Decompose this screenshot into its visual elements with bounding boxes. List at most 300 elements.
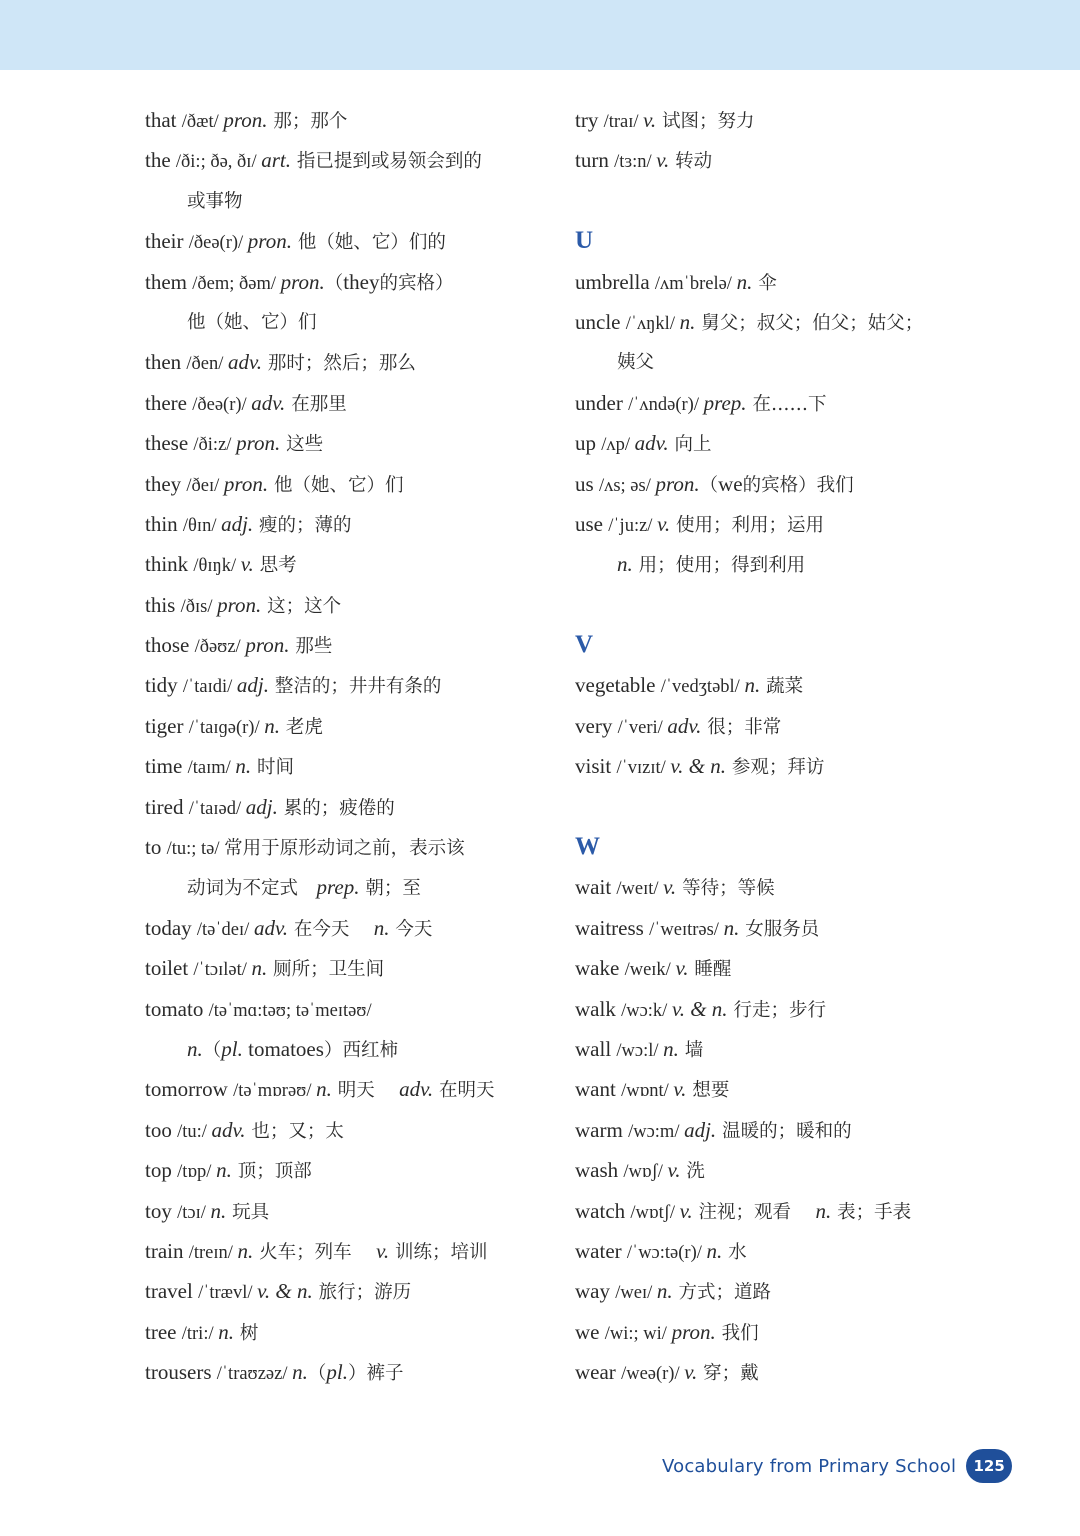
vocab-entry bbox=[145, 1312, 555, 1352]
phonetic: /ˈwɔ:tə(r)/ bbox=[626, 1242, 707, 1263]
page-footer bbox=[662, 1447, 1012, 1485]
vocab-entry bbox=[575, 746, 995, 786]
meaning: 整洁的；井井有条的 bbox=[268, 676, 442, 698]
phonetic: /taɪm/ bbox=[187, 758, 236, 779]
phonetic: /tɔɪ/ bbox=[177, 1202, 211, 1223]
meaning: 姨父 bbox=[617, 352, 655, 374]
headword: those bbox=[145, 633, 195, 658]
part-of-speech: prep. bbox=[703, 390, 747, 415]
vocab-entry bbox=[575, 1150, 995, 1190]
vocab-entry bbox=[145, 100, 555, 140]
vocab-entry bbox=[575, 706, 995, 746]
phonetic: /ˈtraʊzəz/ bbox=[216, 1364, 293, 1385]
meaning: 伞 bbox=[752, 272, 777, 294]
headword: vegetable bbox=[575, 673, 661, 698]
phonetic: /tu:/ bbox=[177, 1121, 212, 1142]
footer-title: Vocabulary from Primary School bbox=[662, 1455, 957, 1477]
headword: wall bbox=[575, 1036, 617, 1061]
vocab-entry bbox=[145, 1271, 555, 1311]
phonetic: /traɪ/ bbox=[603, 112, 644, 132]
spacer bbox=[575, 787, 995, 827]
phonetic: /ðem; ðəm/ bbox=[192, 273, 281, 294]
part-of-speech: adv. bbox=[211, 1117, 246, 1142]
headword: tomorrow bbox=[145, 1077, 234, 1102]
part-of-speech: v. bbox=[673, 1077, 687, 1102]
meaning: 这；这个 bbox=[261, 595, 342, 617]
phonetic: /ˈvedʒtəbl/ bbox=[660, 677, 745, 698]
vocab-entry bbox=[575, 1231, 995, 1271]
meaning: 等待；等候 bbox=[676, 878, 775, 900]
headword: wait bbox=[575, 875, 617, 900]
part-of-speech: n. bbox=[237, 1238, 254, 1263]
phonetic: /ðəʊz/ bbox=[194, 637, 246, 658]
spacer bbox=[575, 585, 995, 625]
phonetic: /ˈtaɪdi/ bbox=[182, 677, 237, 698]
headword: their bbox=[145, 229, 189, 254]
phonetic: /ˈtɔɪlət/ bbox=[193, 960, 252, 981]
section-letter-heading: V bbox=[575, 631, 594, 659]
phonetic: /wɒnt/ bbox=[621, 1081, 674, 1102]
headword: tidy bbox=[145, 673, 183, 698]
phonetic: /ðeə(r)/ bbox=[192, 394, 252, 415]
part-of-speech: n. bbox=[744, 673, 761, 698]
headword: they bbox=[145, 471, 187, 496]
phonetic: /wɔ:m/ bbox=[628, 1121, 685, 1142]
meaning: 那些 bbox=[289, 636, 333, 658]
part-of-speech: adv. bbox=[251, 390, 286, 415]
part-of-speech: n. bbox=[723, 915, 740, 940]
part-of-speech: n. bbox=[235, 754, 252, 779]
phonetic: /ˈtrævl/ bbox=[198, 1283, 258, 1304]
vocab-entry-continuation bbox=[145, 1029, 555, 1069]
headword: wash bbox=[575, 1158, 624, 1183]
meaning: 用；使用；得到利用 bbox=[632, 555, 806, 577]
meaning: 的宾格） bbox=[379, 272, 454, 294]
headword: them bbox=[145, 269, 193, 294]
headword: the bbox=[145, 148, 176, 173]
phonetic: /ðɪs/ bbox=[180, 596, 218, 617]
headword: they bbox=[343, 269, 380, 294]
headword: way bbox=[575, 1279, 616, 1304]
meaning: 向上 bbox=[668, 434, 712, 456]
phonetic: /weɪk/ bbox=[624, 960, 676, 981]
meaning: 指已提到或易领会到的 bbox=[290, 151, 482, 173]
vocab-entry bbox=[145, 544, 555, 584]
meaning: 顶；顶部 bbox=[231, 1161, 312, 1183]
phonetic: /wɔ:l/ bbox=[616, 1040, 664, 1061]
vocab-entry bbox=[575, 948, 995, 988]
part-of-speech: pron. bbox=[655, 471, 700, 496]
part-of-speech: adv. bbox=[634, 431, 669, 456]
vocab-entry bbox=[575, 464, 995, 504]
meaning: 朝；至 bbox=[359, 878, 421, 900]
headword: umbrella bbox=[575, 269, 655, 294]
meaning: 训练；培训 bbox=[389, 1241, 488, 1263]
part-of-speech: pron. bbox=[223, 108, 268, 132]
vocab-entry bbox=[145, 1352, 555, 1392]
page-number-badge: 125 bbox=[966, 1449, 1012, 1483]
vocab-entry bbox=[145, 383, 555, 423]
vocab-entry bbox=[575, 1191, 995, 1231]
phonetic: /weɪt/ bbox=[616, 879, 664, 900]
vocab-entry bbox=[575, 140, 995, 180]
part-of-speech: v. bbox=[684, 1360, 698, 1385]
section-letter-heading: U bbox=[575, 227, 594, 255]
phonetic: /ʌp/ bbox=[601, 435, 635, 456]
vocab-entry bbox=[145, 1150, 555, 1190]
phonetic: /wɒʃ/ bbox=[623, 1162, 668, 1183]
headword: try bbox=[575, 108, 604, 132]
part-of-speech: v. & n. bbox=[671, 996, 728, 1021]
part-of-speech: pron. bbox=[223, 471, 269, 496]
vocab-entry bbox=[575, 262, 995, 302]
meaning: 明天 bbox=[331, 1080, 400, 1102]
headword: tiger bbox=[145, 713, 189, 738]
headword: think bbox=[145, 552, 194, 577]
meaning: 使用；利用；运用 bbox=[670, 514, 824, 536]
phonetic: /ˈʌndə(r)/ bbox=[628, 394, 704, 415]
vocab-entry bbox=[575, 383, 995, 423]
meaning: （ bbox=[699, 474, 719, 496]
vocab-entry bbox=[145, 706, 555, 746]
part-of-speech: adv. bbox=[228, 350, 263, 375]
part-of-speech: prep. bbox=[316, 875, 360, 900]
phonetic: /wɒtʃ/ bbox=[630, 1202, 680, 1223]
meaning: 试图；努力 bbox=[656, 111, 755, 132]
phonetic: /təˈmɒrəʊ/ bbox=[233, 1081, 317, 1102]
part-of-speech: pron. bbox=[217, 592, 262, 617]
part-of-speech: v. bbox=[240, 552, 254, 577]
part-of-speech: v. bbox=[656, 148, 670, 173]
phonetic: /θɪn/ bbox=[182, 515, 222, 536]
part-of-speech: n. bbox=[210, 1198, 227, 1223]
meaning: 那；那个 bbox=[267, 111, 348, 132]
headword: use bbox=[575, 511, 609, 536]
vocab-entry bbox=[145, 908, 555, 948]
phonetic: /ˈveri/ bbox=[617, 717, 668, 738]
headword: tomatoes bbox=[242, 1036, 324, 1061]
headword: waitress bbox=[575, 915, 650, 940]
headword: visit bbox=[575, 754, 617, 779]
vocab-entry-continuation bbox=[575, 342, 995, 382]
phonetic: /ðeɪ/ bbox=[186, 475, 224, 496]
part-of-speech: pl. bbox=[326, 1360, 348, 1385]
headword: train bbox=[145, 1238, 189, 1263]
meaning: 参观；拜访 bbox=[726, 757, 825, 779]
meaning: 方式；道路 bbox=[672, 1282, 772, 1304]
meaning: （ bbox=[324, 272, 344, 294]
headword: too bbox=[145, 1117, 178, 1142]
headword: today bbox=[145, 915, 197, 940]
part-of-speech: adj. bbox=[221, 511, 254, 536]
phonetic: /tri:/ bbox=[181, 1323, 219, 1344]
vocab-entry bbox=[575, 1029, 995, 1069]
part-of-speech: v. & n. bbox=[670, 754, 726, 779]
phonetic: /təˈdeɪ/ bbox=[196, 919, 254, 940]
vocab-entry bbox=[145, 342, 555, 382]
vocab-entry bbox=[145, 585, 555, 625]
part-of-speech: n. bbox=[216, 1158, 232, 1183]
vocab-entry bbox=[575, 908, 995, 948]
vocab-entry bbox=[145, 827, 555, 867]
vocab-entry bbox=[145, 423, 555, 463]
vocab-entry bbox=[145, 140, 555, 180]
phonetic: /ˈweɪtrəs/ bbox=[649, 919, 724, 940]
meaning: 今天 bbox=[389, 918, 433, 940]
meaning: 这些 bbox=[280, 434, 324, 456]
meaning: 火车；列车 bbox=[253, 1241, 377, 1263]
vocab-entry bbox=[575, 1312, 995, 1352]
vocab-entry bbox=[145, 262, 555, 302]
meaning: 的宾格）我们 bbox=[742, 474, 854, 496]
vocab-entry bbox=[575, 867, 995, 907]
meaning: 累的；疲倦的 bbox=[277, 797, 395, 819]
meaning: 睡醒 bbox=[688, 959, 732, 981]
section-letter bbox=[575, 625, 995, 665]
part-of-speech: adj. bbox=[236, 673, 269, 698]
headword: uncle bbox=[575, 309, 626, 334]
meaning: （ bbox=[202, 1039, 222, 1061]
headword: that bbox=[145, 108, 182, 132]
vocab-entry bbox=[145, 989, 555, 1029]
headword: toilet bbox=[145, 956, 194, 981]
meaning: 表；手表 bbox=[831, 1201, 912, 1223]
section-letter bbox=[575, 827, 995, 867]
phonetic: /təˈmɑ:təʊ; təˈmeɪtəʊ/ bbox=[208, 1000, 372, 1021]
phonetic: /tɜ:n/ bbox=[614, 152, 657, 173]
meaning: 在那里 bbox=[285, 393, 347, 415]
headword: tired bbox=[145, 794, 189, 819]
vocab-entry bbox=[575, 1271, 995, 1311]
headword: these bbox=[145, 431, 194, 456]
vocab-entry bbox=[145, 746, 555, 786]
meaning: 厕所；卫生间 bbox=[267, 959, 385, 981]
meaning: （ bbox=[307, 1363, 327, 1385]
phonetic: /treɪn/ bbox=[188, 1242, 238, 1263]
meaning: 墙 bbox=[678, 1039, 704, 1061]
phonetic: /ðen/ bbox=[186, 354, 229, 375]
phonetic: /weɪ/ bbox=[615, 1283, 657, 1304]
part-of-speech: n. bbox=[292, 1360, 308, 1385]
part-of-speech: adj. bbox=[245, 794, 278, 819]
headword: wake bbox=[575, 956, 625, 981]
meaning: 树 bbox=[233, 1322, 259, 1344]
meaning: 想要 bbox=[686, 1080, 730, 1102]
part-of-speech: n. bbox=[663, 1036, 679, 1061]
headword: tree bbox=[145, 1319, 182, 1344]
phonetic: /ˈju:z/ bbox=[608, 515, 658, 536]
part-of-speech: n. bbox=[218, 1319, 234, 1344]
part-of-speech: adj. bbox=[684, 1117, 717, 1142]
vocab-entry bbox=[145, 464, 555, 504]
part-of-speech: adv. bbox=[399, 1077, 434, 1102]
meaning: 常用于原形动词之前，表示该 bbox=[224, 838, 465, 860]
meaning: 注视；观看 bbox=[692, 1201, 816, 1223]
section-letter bbox=[575, 221, 995, 261]
meaning: 思考 bbox=[253, 555, 297, 577]
part-of-speech: v. & n. bbox=[257, 1279, 313, 1304]
headword: want bbox=[575, 1077, 622, 1102]
headword: trousers bbox=[145, 1360, 217, 1385]
vocab-entry bbox=[145, 1231, 555, 1271]
meaning: 旅行；游历 bbox=[312, 1282, 412, 1304]
part-of-speech: pron. bbox=[236, 431, 281, 456]
meaning: 蔬菜 bbox=[760, 676, 804, 698]
meaning: 玩具 bbox=[226, 1201, 270, 1223]
meaning: 水 bbox=[722, 1241, 747, 1263]
part-of-speech: pron. bbox=[247, 229, 292, 254]
meaning: 他（她、它）们 bbox=[187, 311, 317, 333]
part-of-speech: pron. bbox=[245, 633, 290, 658]
right-word-column bbox=[575, 100, 995, 1393]
meaning: 很；非常 bbox=[701, 716, 782, 738]
phonetic: /ðeə(r)/ bbox=[188, 233, 248, 254]
headword: up bbox=[575, 431, 602, 456]
meaning: 他（她、它）们 bbox=[268, 474, 404, 496]
vocab-entry bbox=[145, 787, 555, 827]
vocab-entry bbox=[575, 1352, 995, 1392]
meaning: 我们 bbox=[715, 1322, 759, 1344]
part-of-speech: adv. bbox=[253, 915, 288, 940]
headword: tomato bbox=[145, 996, 209, 1021]
meaning: 在……下 bbox=[746, 393, 827, 415]
meaning: 温暖的；暖和的 bbox=[716, 1120, 852, 1142]
meaning: ）裤子 bbox=[347, 1363, 404, 1385]
section-letter-heading: W bbox=[575, 833, 600, 861]
part-of-speech: adv. bbox=[667, 713, 702, 738]
part-of-speech: n. bbox=[656, 1279, 673, 1304]
part-of-speech: n. bbox=[736, 269, 753, 294]
vocab-entry bbox=[145, 665, 555, 705]
headword: there bbox=[145, 390, 193, 415]
phonetic: /weə(r)/ bbox=[621, 1364, 685, 1385]
meaning: 他（她、它）们的 bbox=[291, 232, 446, 254]
part-of-speech: n. bbox=[187, 1036, 203, 1061]
part-of-speech: n. bbox=[815, 1198, 832, 1223]
phonetic: /tu:; tə/ bbox=[166, 839, 225, 860]
meaning: 或事物 bbox=[187, 190, 243, 212]
part-of-speech: v. bbox=[657, 511, 671, 536]
meaning: 在今天 bbox=[287, 918, 374, 940]
part-of-speech: n. bbox=[679, 309, 696, 334]
phonetic: /ˈʌŋkl/ bbox=[625, 313, 680, 334]
vocab-entry bbox=[575, 302, 995, 342]
headword: this bbox=[145, 592, 181, 617]
part-of-speech: n. bbox=[264, 713, 280, 738]
vocab-entry-continuation bbox=[145, 181, 555, 221]
headword: watch bbox=[575, 1198, 631, 1223]
phonetic: /ˈtaɪɡə(r)/ bbox=[188, 717, 265, 738]
meaning: 动词为不定式 bbox=[187, 878, 317, 900]
part-of-speech: n. bbox=[373, 915, 390, 940]
phonetic: /ʌmˈbrelə/ bbox=[654, 273, 737, 294]
phonetic: /ði:z/ bbox=[193, 435, 237, 456]
headword: then bbox=[145, 350, 187, 375]
part-of-speech: n. bbox=[251, 956, 268, 981]
vocab-entry bbox=[145, 948, 555, 988]
top-color-band bbox=[0, 0, 1080, 70]
headword: thin bbox=[145, 511, 183, 536]
meaning: 舅父；叔父；伯父；姑父； bbox=[695, 312, 924, 334]
vocab-entry bbox=[145, 221, 555, 261]
vocab-entry-continuation bbox=[145, 867, 555, 907]
phonetic: /wi:; wi/ bbox=[604, 1323, 672, 1344]
vocab-entry bbox=[575, 100, 995, 140]
phonetic: /ˈtaɪəd/ bbox=[188, 798, 246, 819]
meaning: 那时；然后；那么 bbox=[262, 353, 416, 375]
vocab-entry-continuation bbox=[575, 544, 995, 584]
vocab-entry bbox=[145, 625, 555, 665]
meaning: 也；又；太 bbox=[245, 1120, 344, 1142]
meaning: 在明天 bbox=[433, 1080, 495, 1102]
part-of-speech: v. bbox=[679, 1198, 693, 1223]
headword: very bbox=[575, 713, 618, 738]
vocab-entry-continuation bbox=[145, 302, 555, 342]
phonetic: /ʌs; əs/ bbox=[598, 475, 656, 496]
meaning: 行走；步行 bbox=[727, 999, 826, 1021]
vocab-entry bbox=[145, 1110, 555, 1150]
part-of-speech: art. bbox=[261, 148, 291, 173]
part-of-speech: pl. bbox=[221, 1036, 243, 1061]
phonetic: /ˈvɪzɪt/ bbox=[616, 758, 671, 779]
meaning: ）西红柿 bbox=[323, 1039, 398, 1061]
phonetic: /ðæt/ bbox=[181, 112, 224, 132]
headword: time bbox=[145, 754, 188, 779]
meaning: 穿；戴 bbox=[697, 1363, 759, 1385]
vocab-entry bbox=[145, 1191, 555, 1231]
meaning: 女服务员 bbox=[739, 918, 820, 940]
part-of-speech: v. bbox=[667, 1158, 681, 1183]
part-of-speech: pron. bbox=[671, 1319, 716, 1344]
meaning: 转动 bbox=[669, 151, 713, 173]
meaning: 时间 bbox=[251, 757, 295, 779]
phonetic: /θɪŋk/ bbox=[193, 556, 241, 577]
phonetic: /wɔ:k/ bbox=[621, 1000, 672, 1021]
vocab-entry bbox=[145, 1069, 555, 1109]
part-of-speech: v. bbox=[663, 875, 677, 900]
headword: top bbox=[145, 1158, 178, 1183]
vocab-entry bbox=[575, 504, 995, 544]
vocab-entry bbox=[575, 665, 995, 705]
headword: under bbox=[575, 390, 629, 415]
vocab-entry bbox=[575, 423, 995, 463]
part-of-speech: n. bbox=[617, 552, 633, 577]
vocab-entry bbox=[145, 504, 555, 544]
meaning: 洗 bbox=[680, 1161, 705, 1183]
vocab-entry bbox=[575, 989, 995, 1029]
headword: water bbox=[575, 1238, 627, 1263]
headword: we bbox=[718, 471, 743, 496]
headword: turn bbox=[575, 148, 615, 173]
headword: wear bbox=[575, 1360, 622, 1385]
part-of-speech: v. bbox=[675, 956, 689, 981]
headword: travel bbox=[145, 1279, 199, 1304]
part-of-speech: pron. bbox=[280, 269, 325, 294]
headword: walk bbox=[575, 996, 622, 1021]
vocab-entry bbox=[575, 1069, 995, 1109]
meaning: 老虎 bbox=[279, 716, 323, 738]
vocab-entry bbox=[575, 1110, 995, 1150]
part-of-speech: n. bbox=[316, 1077, 332, 1102]
spacer bbox=[575, 181, 995, 221]
left-word-column bbox=[145, 100, 555, 1393]
headword: toy bbox=[145, 1198, 178, 1223]
headword: warm bbox=[575, 1117, 629, 1142]
part-of-speech: n. bbox=[706, 1238, 723, 1263]
headword: us bbox=[575, 471, 599, 496]
part-of-speech: v. bbox=[376, 1238, 390, 1263]
phonetic: /ði:; ðə, ðɪ/ bbox=[175, 152, 262, 173]
